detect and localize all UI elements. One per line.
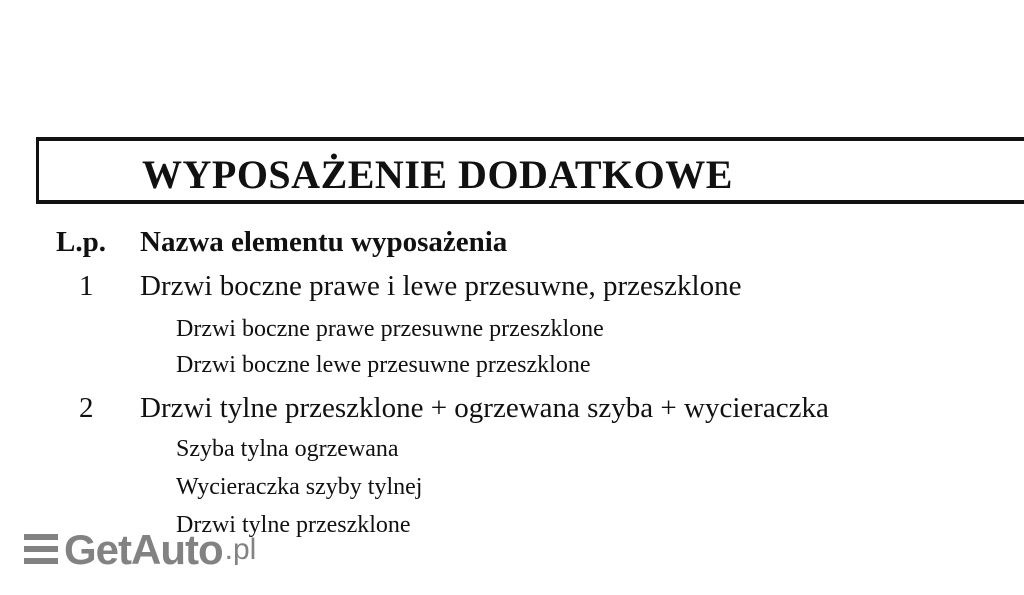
sub-item: Drzwi boczne prawe przesuwne przeszklone <box>176 316 604 342</box>
title-box <box>36 137 1024 204</box>
item-name: Drzwi tylne przeszklone + ogrzewana szyba + wycieraczka <box>140 392 829 424</box>
sub-item: Drzwi boczne lewe przesuwne przeszklone <box>176 352 591 378</box>
header-lp: L.p. <box>56 226 106 258</box>
sub-item: Drzwi tylne przeszklone <box>176 512 411 538</box>
watermark-suffix: .pl <box>224 533 257 566</box>
header-name: Nazwa elementu wyposażenia <box>140 226 508 258</box>
sub-item: Wycieraczka szyby tylnej <box>176 474 423 500</box>
item-number: 1 <box>79 270 94 302</box>
document-title: WYPOSAŻENIE DODATKOWE <box>142 152 733 197</box>
item-name: Drzwi boczne prawe i lewe przesuwne, przeszklone <box>140 270 742 302</box>
item-number: 2 <box>79 392 94 424</box>
watermark-logo <box>24 528 256 572</box>
menu-lines-icon <box>24 532 58 566</box>
watermark-brand: GetAuto <box>64 526 223 573</box>
sub-item: Szyba tylna ogrzewana <box>176 436 399 462</box>
